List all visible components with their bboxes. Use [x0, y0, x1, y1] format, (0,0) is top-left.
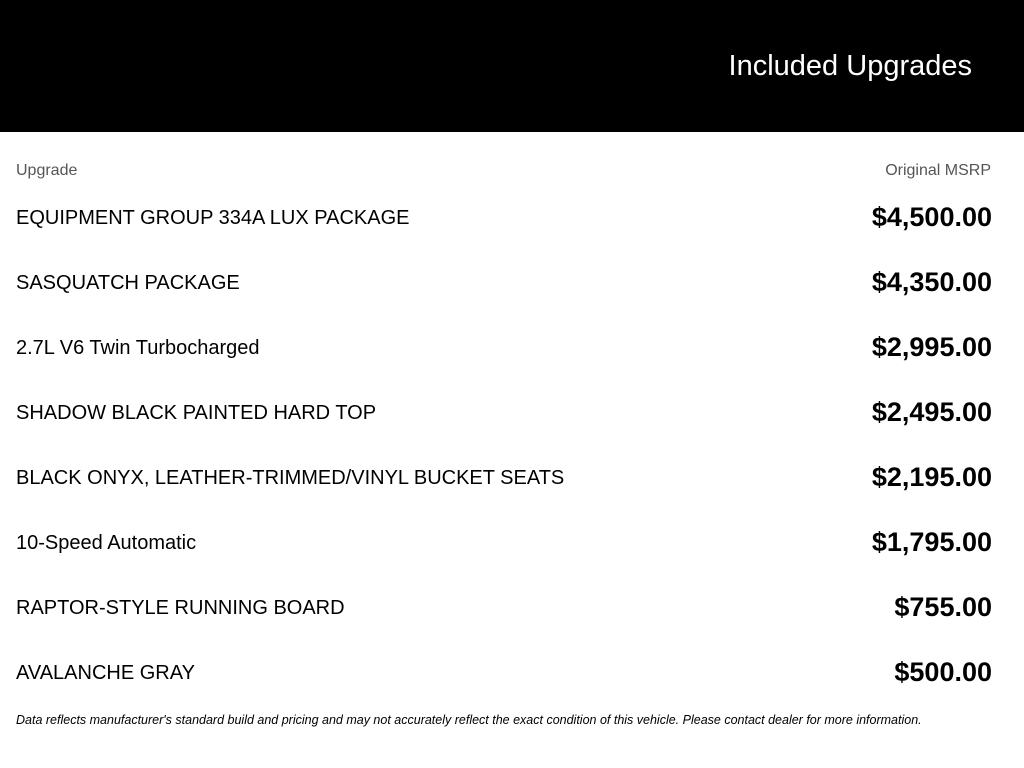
- upgrade-price: $500.00: [894, 657, 992, 687]
- upgrade-price: $1,795.00: [871, 527, 992, 557]
- upgrade-price: $2,495.00: [871, 397, 992, 427]
- table-row: [16, 580, 992, 645]
- upgrade-price: $4,500.00: [871, 202, 992, 232]
- upgrade-name: SASQUATCH PACKAGE: [16, 272, 240, 294]
- table-row: [16, 450, 992, 515]
- table-row: [16, 255, 992, 320]
- table-header: [16, 132, 992, 190]
- table-row: [16, 515, 992, 580]
- upgrade-price: $2,995.00: [871, 332, 992, 362]
- table-row: [16, 190, 992, 255]
- upgrade-price: $4,350.00: [871, 267, 992, 297]
- upgrade-name: 2.7L V6 Twin Turbocharged: [16, 337, 260, 359]
- column-header-upgrade: Upgrade: [16, 162, 78, 179]
- upgrade-name: 10-Speed Automatic: [16, 532, 197, 554]
- upgrade-name: AVALANCHE GRAY: [16, 662, 195, 684]
- upgrade-name: EQUIPMENT GROUP 334A LUX PACKAGE: [16, 207, 410, 229]
- table-row: [16, 645, 992, 710]
- upgrades-table: [16, 132, 992, 710]
- table-row: [16, 320, 992, 385]
- upgrade-name: BLACK ONYX, LEATHER-TRIMMED/VINYL BUCKET SEATS: [16, 467, 565, 489]
- header-banner: [0, 0, 1024, 132]
- upgrade-price: $2,195.00: [871, 462, 992, 492]
- upgrade-price: $755.00: [894, 592, 992, 622]
- page-title: Included Upgrades: [728, 50, 972, 82]
- disclaimer-text: Data reflects manufacturer's standard build and pricing and may not accurately reflect the exact condition of this vehicle. Please contact dealer for more information.: [16, 713, 922, 727]
- upgrade-name: SHADOW BLACK PAINTED HARD TOP: [16, 402, 377, 424]
- table-row: [16, 385, 992, 450]
- upgrade-name: RAPTOR-STYLE RUNNING BOARD: [16, 597, 345, 619]
- column-header-msrp: Original MSRP: [885, 162, 991, 179]
